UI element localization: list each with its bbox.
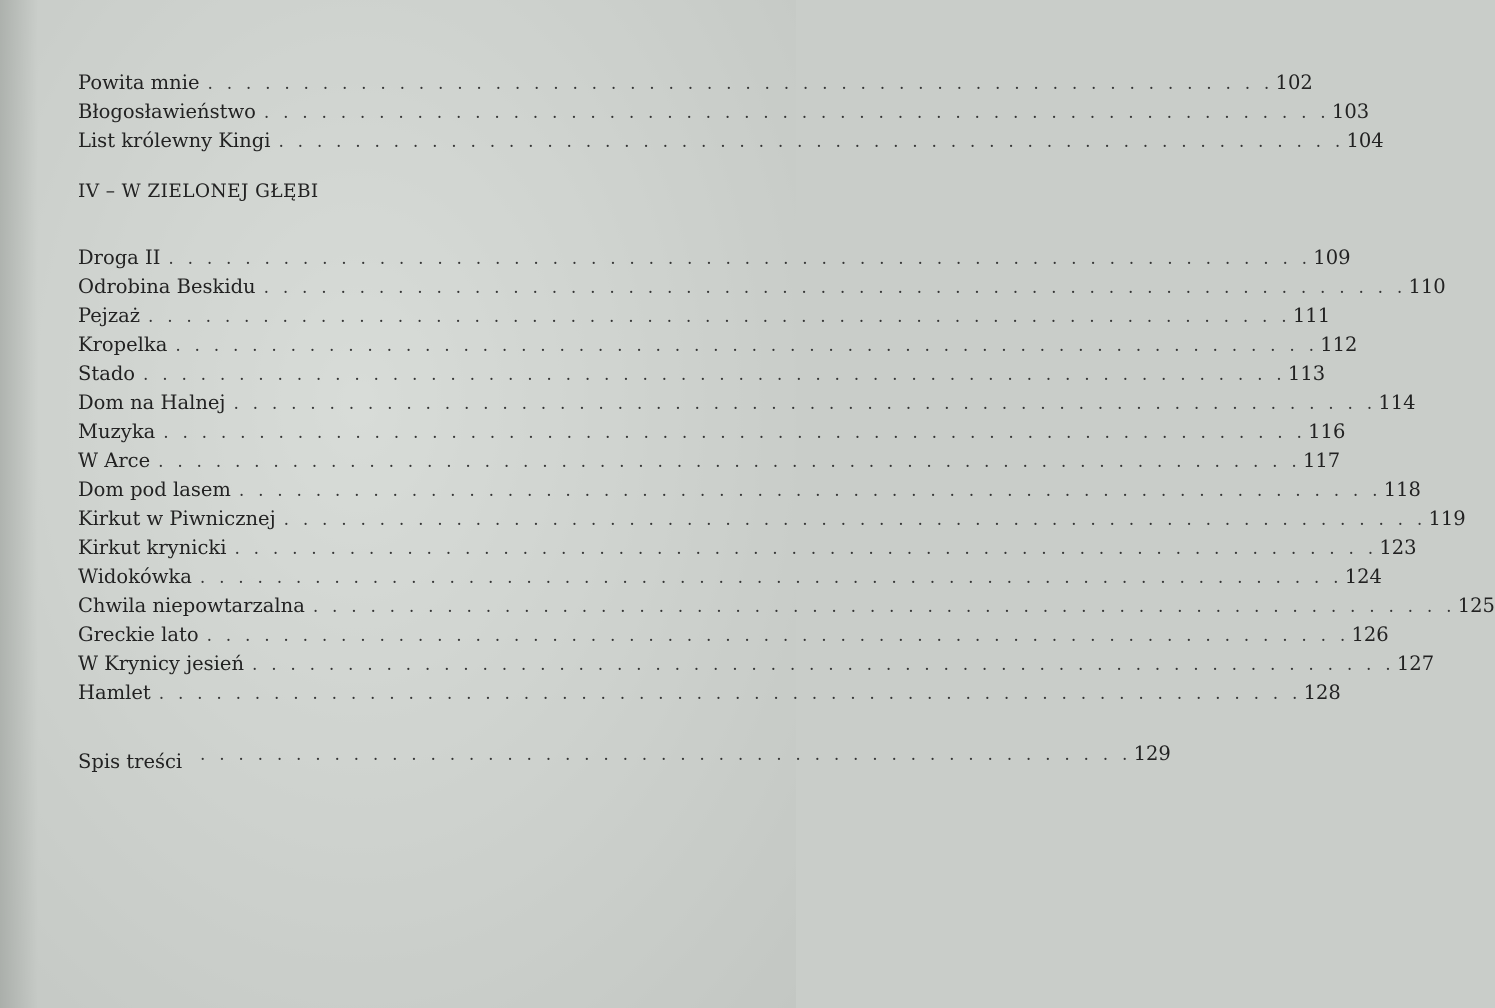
leader-dots: . . . . . . . . . . . . . . . . . . . . . . . . . . . . . . . . . . . . . . . . . . . . . . . . . . . . . . . . . . . . [163, 423, 1307, 443]
leader-dots: . . . . . . . . . . . . . . . . . . . . . . . . . . . . . . . . . . . . . . . . . . . . . . . . . . . . . . . . [207, 74, 1274, 94]
toc-entry [78, 97, 1370, 126]
toc-entry [78, 649, 1435, 678]
toc-group-2 [78, 243, 1495, 707]
toc-entry-page: 124 [1344, 565, 1382, 588]
toc-entry-title: Pejzaż [78, 304, 141, 327]
toc-entry [78, 533, 1417, 562]
toc-entry [78, 562, 1382, 591]
toc-entry-title: Dom pod lasem [78, 478, 231, 501]
toc-entry [78, 620, 1389, 649]
leader-dots: . . . . . . . . . . . . . . . . . . . . . . . . . . . . . . . . . . . . . . . . . . . . . . . . . . . . . . . . . . . . [312, 597, 1456, 617]
toc-entry [78, 330, 1358, 359]
toc-group-3 [78, 728, 1171, 774]
toc-entry-title: Spis treści [78, 750, 183, 773]
toc-entry-title: Dom na Halnej [78, 391, 226, 414]
toc-entry [78, 388, 1416, 417]
toc-entry [78, 475, 1421, 504]
leader-dots: . . . . . . . . . . . . . . . . . . . . . . . . . . . . . . . . . . . . . . . . . . . . . . . . . . . . . . . . . . . . [283, 510, 1427, 530]
toc-entry-page: 113 [1287, 362, 1326, 385]
toc-entry-title: Błogosławieństwo [78, 100, 256, 123]
leader-dots: . . . . . . . . . . . . . . . . . . . . . . . . . . . . . . . . . . . . . . . . . . . . . . . . . . . . . . . . . . . . [148, 307, 1291, 327]
leader-dots: . . . . . . . . . . . . . . . . . . . . . . . . . . . . . . . . . . . . . . . . . . . . . . . . . . . . . . . . . . . . [158, 452, 1301, 472]
toc-entry-title: W Krynicy jesień [78, 652, 245, 675]
toc-entry-page: 104 [1346, 129, 1384, 152]
toc-entry-page: 117 [1302, 449, 1341, 472]
toc-entry-title: Chwila niepowtarzalna [78, 594, 305, 617]
leader-dots: . . . . . . . . . . . . . . . . . . . . . . . . . . . . . . . . . . . . . . . . . . . . . . . . . . . . . . . . [263, 103, 1330, 123]
leader-dots: . . . . . . . . . . . . . . . . . . . . . . . . . . . . . . . . . . . . . . . . . . . . . . . . . . . . . . . . . . . . [143, 365, 1286, 385]
toc-entry-page: 103 [1331, 100, 1370, 123]
toc-entry-page: 127 [1396, 652, 1435, 675]
toc-entry-title: Widokówka [78, 565, 192, 588]
toc-entry-page: 116 [1308, 420, 1346, 443]
toc-entry [78, 359, 1326, 388]
toc-entry-title: Odrobina Beskidu [78, 275, 256, 298]
toc-entry-page: 110 [1408, 275, 1446, 298]
toc-group-1 [78, 68, 1384, 155]
toc-entry [78, 417, 1346, 446]
toc-entry-page: 112 [1320, 333, 1358, 356]
toc-entry [78, 272, 1446, 301]
toc-entry-page: 129 [1133, 742, 1171, 765]
toc-entry [78, 301, 1331, 330]
toc-entry [78, 591, 1495, 620]
toc-entry-page: 118 [1383, 478, 1421, 501]
toc-entry [78, 728, 1171, 774]
leader-dots: . . . . . . . . . . . . . . . . . . . . . . . . . . . . . . . . . . . . . . . . . . . . . . . . . . . . . . . . . . . . [238, 481, 1382, 501]
toc-entry-title: W Arce [78, 449, 151, 472]
leader-with-page [200, 739, 1171, 770]
toc-entry [78, 504, 1466, 533]
toc-entry-page: 125 [1457, 594, 1495, 617]
toc-entry-title: Kirkut krynicki [78, 536, 227, 559]
toc-entry-title: Powita mnie [78, 71, 200, 94]
toc-entry-page: 102 [1275, 71, 1313, 94]
toc-entry [78, 243, 1351, 272]
toc-entry [78, 126, 1384, 155]
leader-dots: . . . . . . . . . . . . . . . . . . . . . . . . . . . . . . . . . . . . . . . . . . . . . . . . . . . . . . . . . . . . [168, 249, 1312, 269]
leader-dots: . . . . . . . . . . . . . . . . . . . . . . . . . . . . . . . . . . . . . . . . . . . . . . . . . . . . . . . . . . . . [234, 539, 1378, 559]
toc-entry-title: Droga II [78, 246, 161, 269]
toc-entry-page: 109 [1313, 246, 1351, 269]
toc-entry [78, 68, 1313, 97]
toc-entry-page: 114 [1378, 391, 1416, 414]
toc-entry [78, 446, 1341, 475]
toc-entry-title: Hamlet [78, 681, 151, 704]
toc-entry-page: 111 [1292, 304, 1331, 327]
leader-dots: . . . . . . . . . . . . . . . . . . . . . . . . . . . . . . . . . . . . . . . . . . . . . . . . . . . . . . . . [278, 132, 1345, 152]
leader-dots: . . . . . . . . . . . . . . . . . . . . . . . . . . . . . . . . . . . . . . . . . . . . . . . . . . . . . . . . . . . . [158, 684, 1302, 704]
leader-dots: . . . . . . . . . . . . . . . . . . . . . . . . . . . . . . . . . . . . . . . . . . . . . . . . . . . . . . . . . . . . [175, 336, 1319, 356]
leader-dots: . . . . . . . . . . . . . . . . . . . . . . . . . . . . . . . . . . . . . . . . . . . . . . . . . . . . . . . . . . . . [233, 394, 1377, 414]
toc-entry-page: 123 [1379, 536, 1417, 559]
leader-dots: . . . . . . . . . . . . . . . . . . . . . . . . . . . . . . . . . . . . . . . . . . . . . . . . . . . . . . . . . . . . [252, 655, 1395, 675]
leader-dots: . . . . . . . . . . . . . . . . . . . . . . . . . . . . . . . . . . . . . . . . . . . . . . . . . [200, 745, 1132, 765]
toc-entry-title: Kirkut w Piwnicznej [78, 507, 276, 530]
toc-entry-title: Stado [78, 362, 136, 385]
toc-entry-title: Greckie lato [78, 623, 199, 646]
toc-entry-title: Muzyka [78, 420, 156, 443]
leader-dots: . . . . . . . . . . . . . . . . . . . . . . . . . . . . . . . . . . . . . . . . . . . . . . . . . . . . . . . . . . . . [263, 278, 1407, 298]
toc-entry [78, 678, 1341, 707]
toc-entry-page: 119 [1428, 507, 1466, 530]
leader-dots: . . . . . . . . . . . . . . . . . . . . . . . . . . . . . . . . . . . . . . . . . . . . . . . . . . . . . . . . . . . . [199, 568, 1343, 588]
toc-entry-page: 128 [1303, 681, 1341, 704]
toc-entry-page: 126 [1351, 623, 1389, 646]
leader-dots: . . . . . . . . . . . . . . . . . . . . . . . . . . . . . . . . . . . . . . . . . . . . . . . . . . . . . . . . . . . . [206, 626, 1350, 646]
toc-entry-title: List królewny Kingi [78, 129, 271, 152]
section-heading: IV – W ZIELONEJ GŁĘBI [78, 181, 319, 202]
toc-entry-title: Kropelka [78, 333, 168, 356]
